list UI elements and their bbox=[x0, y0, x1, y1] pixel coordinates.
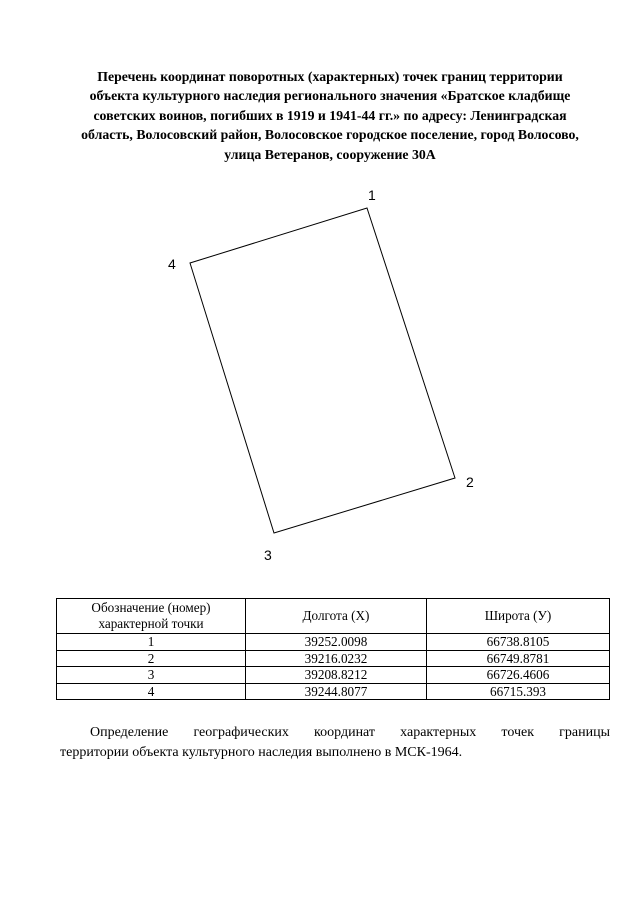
title-line: объекта культурного наследия регионального значения «Братское кладбище bbox=[89, 88, 571, 104]
coordinate-system-note bbox=[60, 723, 610, 763]
cell-longitude: 39208.8212 bbox=[246, 667, 427, 684]
table-row bbox=[57, 683, 610, 700]
title-line: область, Волосовский район, Волосовское городское поселение, город Волосово, bbox=[81, 127, 579, 143]
header-longitude: Долгота (X) bbox=[246, 599, 427, 634]
boundary-polygon bbox=[190, 208, 455, 533]
note-line-1: Определение географических координат характерных точек границы bbox=[90, 725, 610, 740]
title-line: улица Ветеранов, сооружение 30А bbox=[224, 146, 436, 162]
note-line-2: территории объекта культурного наследия выполнено в МСК-1964. bbox=[60, 745, 463, 760]
title-line: Перечень координат поворотных (характерных) точек границ территории bbox=[97, 69, 563, 84]
cell-latitude: 66738.8105 bbox=[427, 634, 610, 651]
point-label-1: 1 bbox=[368, 187, 376, 203]
table-row bbox=[57, 650, 610, 667]
header-point-number-line1: Обозначение (номер) bbox=[91, 600, 211, 616]
cell-point-number: 1 bbox=[57, 634, 246, 651]
point-label-3: 3 bbox=[264, 547, 272, 563]
table-header-row bbox=[57, 599, 610, 634]
coordinates-table bbox=[56, 598, 610, 700]
point-label-2: 2 bbox=[466, 474, 474, 490]
cell-latitude: 66749.8781 bbox=[427, 650, 610, 667]
header-latitude: Широта (У) bbox=[427, 599, 610, 634]
cell-point-number: 4 bbox=[57, 683, 246, 700]
header-point-number bbox=[57, 599, 246, 634]
table-row bbox=[57, 667, 610, 684]
cell-point-number: 3 bbox=[57, 667, 246, 684]
point-label-4: 4 bbox=[168, 256, 176, 272]
cell-longitude: 39252.0098 bbox=[246, 634, 427, 651]
header-point-number-line2: характерной точки bbox=[98, 616, 204, 631]
cell-latitude: 66715.393 bbox=[427, 683, 610, 700]
title-line: советских воинов, погибших в 1919 и 1941-44 гг.» по адресу: Ленинградская bbox=[93, 107, 567, 123]
cell-longitude: 39216.0232 bbox=[246, 650, 427, 667]
cell-longitude: 39244.8077 bbox=[246, 683, 427, 700]
table-row bbox=[57, 634, 610, 651]
cell-latitude: 66726.4606 bbox=[427, 667, 610, 684]
cell-point-number: 2 bbox=[57, 650, 246, 667]
